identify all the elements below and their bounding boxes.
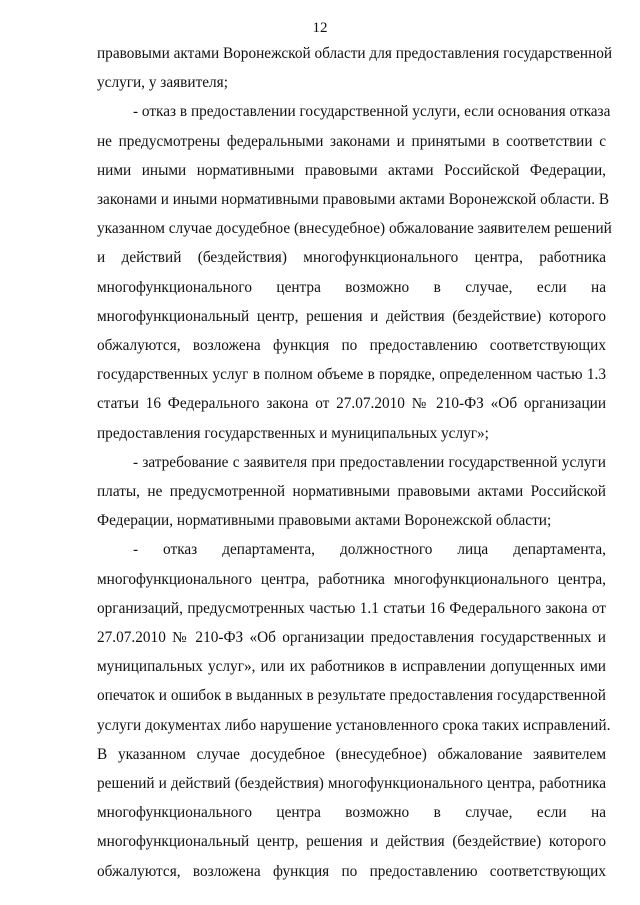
text-line-28: многофункциональный центр, решения и действия (бездействие) которого xyxy=(97,833,606,850)
text-line-22: муниципальных услуг», или их работников в исправлении допущенных ими xyxy=(97,658,606,675)
text-line-23: опечаток и ошибок в выданных в результате предоставления государственной xyxy=(97,687,606,704)
text-line-27: многофункционального центра возможно в случае, если на xyxy=(97,804,606,821)
text-line-5: ними иными нормативными правовыми актами Российской Федерации, xyxy=(97,162,606,179)
text-line-19: многофункционального центра, работника многофункционального центра, xyxy=(97,571,606,588)
text-line-24: услуги документах либо нарушение установленного срока таких исправлений. xyxy=(97,717,611,734)
text-line-18: - отказ департамента, должностного лица департамента, xyxy=(133,541,606,558)
text-line-8: и действий (бездействия) многофункционального центра, работника xyxy=(97,249,606,266)
text-line-16: платы, не предусмотренной нормативными правовыми актами Российской xyxy=(97,483,606,500)
text-line-21: 27.07.2010 № 210-ФЗ «Об организации предоставления государственных и xyxy=(97,629,606,646)
text-line-29: обжалуются, возложена функция по предоставлению соответствующих xyxy=(97,863,606,880)
text-line-20: организаций, предусмотренных частью 1.1 статьи 16 Федерального закона от xyxy=(97,600,606,617)
text-line-10: многофункциональный центр, решения и действия (бездействие) которого xyxy=(97,308,606,325)
text-line-1: правовыми актами Воронежской области для предоставления государственной xyxy=(97,45,613,62)
page-number: 12 xyxy=(312,20,328,36)
text-line-12: государственных услуг в полном объеме в порядке, определенном частью 1.3 xyxy=(97,366,606,383)
text-line-11: обжалуются, возложена функция по предоставлению соответствующих xyxy=(97,337,606,354)
text-line-6: законами и иными нормативными правовыми актами Воронежской области. В xyxy=(97,191,610,208)
text-line-2: услуги, у заявителя; xyxy=(97,74,228,91)
text-line-7: указанном случае досудебное (внесудебное) обжалование заявителем решений xyxy=(97,220,612,237)
text-line-17: Федерации, нормативными правовыми актами Воронежской области; xyxy=(97,512,552,529)
text-line-15: - затребование с заявителя при предоставлении государственной услуги xyxy=(133,454,606,471)
text-line-14: предоставления государственных и муниципальных услуг»; xyxy=(97,425,489,442)
text-line-9: многофункционального центра возможно в случае, если на xyxy=(97,279,606,296)
text-line-3: - отказ в предоставлении государственной услуги, если основания отказа xyxy=(133,103,611,120)
text-line-26: решений и действий (бездействия) многофункционального центра, работника xyxy=(97,775,606,792)
text-line-25: В указанном случае досудебное (внесудебное) обжалование заявителем xyxy=(97,746,606,763)
text-line-4: не предусмотрены федеральными законами и принятыми в соответствии с xyxy=(97,133,606,150)
text-line-13: статьи 16 Федерального закона от 27.07.2010 № 210-ФЗ «Об организации xyxy=(97,395,606,412)
